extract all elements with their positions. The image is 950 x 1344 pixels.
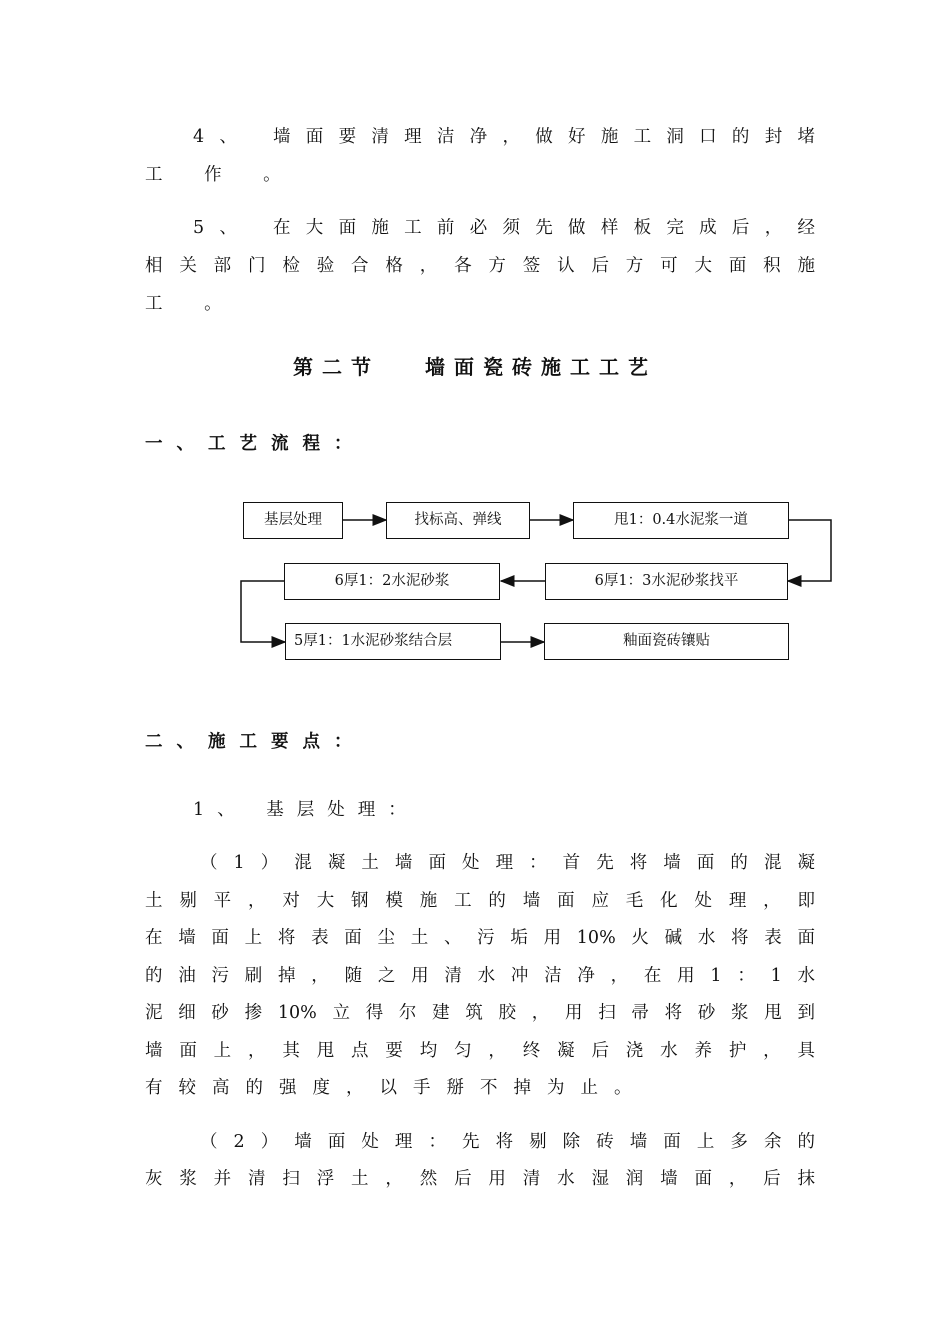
- para1-line2: 土剔平，对大钢模施工的墙面应毛化处理，即: [145, 891, 815, 911]
- para4-line1: 4、 墙面要清理洁净，做好施工洞口的封堵: [193, 127, 815, 147]
- heading-construction-points: 二、施工要点：: [145, 732, 366, 752]
- item1-base-treatment: 1、 基层处理：: [193, 800, 419, 820]
- para1-line5: 泥细砂掺10%立得尔建筑胶，用扫帚将砂浆甩到: [145, 1003, 815, 1023]
- flow-step-leveling-mortar: 6厚1：3水泥砂浆找平: [545, 563, 788, 600]
- flow-step-tile-laying: 釉面瓷砖镶贴: [544, 623, 789, 660]
- para1-line6: 墙面上，其甩点要均匀，终凝后浇水养护，具: [145, 1041, 815, 1061]
- arrow-3-4: [788, 520, 831, 581]
- para4-line2: 工 作 。: [145, 165, 299, 185]
- flow-step-bonding-layer: 5厚1：1水泥砂浆结合层: [285, 623, 501, 660]
- flow-step-leveling-marking: 找标高、弹线: [386, 502, 530, 539]
- arrow-5-6: [241, 581, 285, 642]
- para5-line1: 5、 在大面施工前必须先做样板完成后，经: [193, 218, 815, 238]
- para2-line2: 灰浆并清扫浮土，然后用清水湿润墙面，后抹: [145, 1169, 815, 1189]
- flow-step-cement-mortar: 6厚1：2水泥砂浆: [284, 563, 500, 600]
- flow-step-cement-slurry: 甩1：0.4水泥浆一道: [573, 502, 789, 539]
- para5-line3: 工 。: [145, 294, 240, 314]
- flow-step-base-treatment: 基层处理: [243, 502, 343, 539]
- heading-process-flow: 一、工艺流程：: [145, 434, 366, 454]
- para1-line1: （1）混凝土墙面处理：首先将墙面的混凝: [200, 853, 815, 873]
- para1-line4: 的油污刷掉，随之用清水冲洁净，在用1：1水: [145, 966, 815, 986]
- para1-line3: 在墙面上将表面尘土、污垢用10%火碱水将表面: [145, 928, 815, 948]
- para2-line1: （2）墙面处理：先将剔除砖墙面上多余的: [200, 1132, 815, 1152]
- para5-line2: 相关部门检验合格，各方签认后方可大面积施: [145, 256, 815, 276]
- section-title: 第二节 墙面瓷砖施工工艺: [293, 355, 657, 379]
- para1-line7: 有较高的强度，以手掰不掉为止。: [145, 1078, 648, 1098]
